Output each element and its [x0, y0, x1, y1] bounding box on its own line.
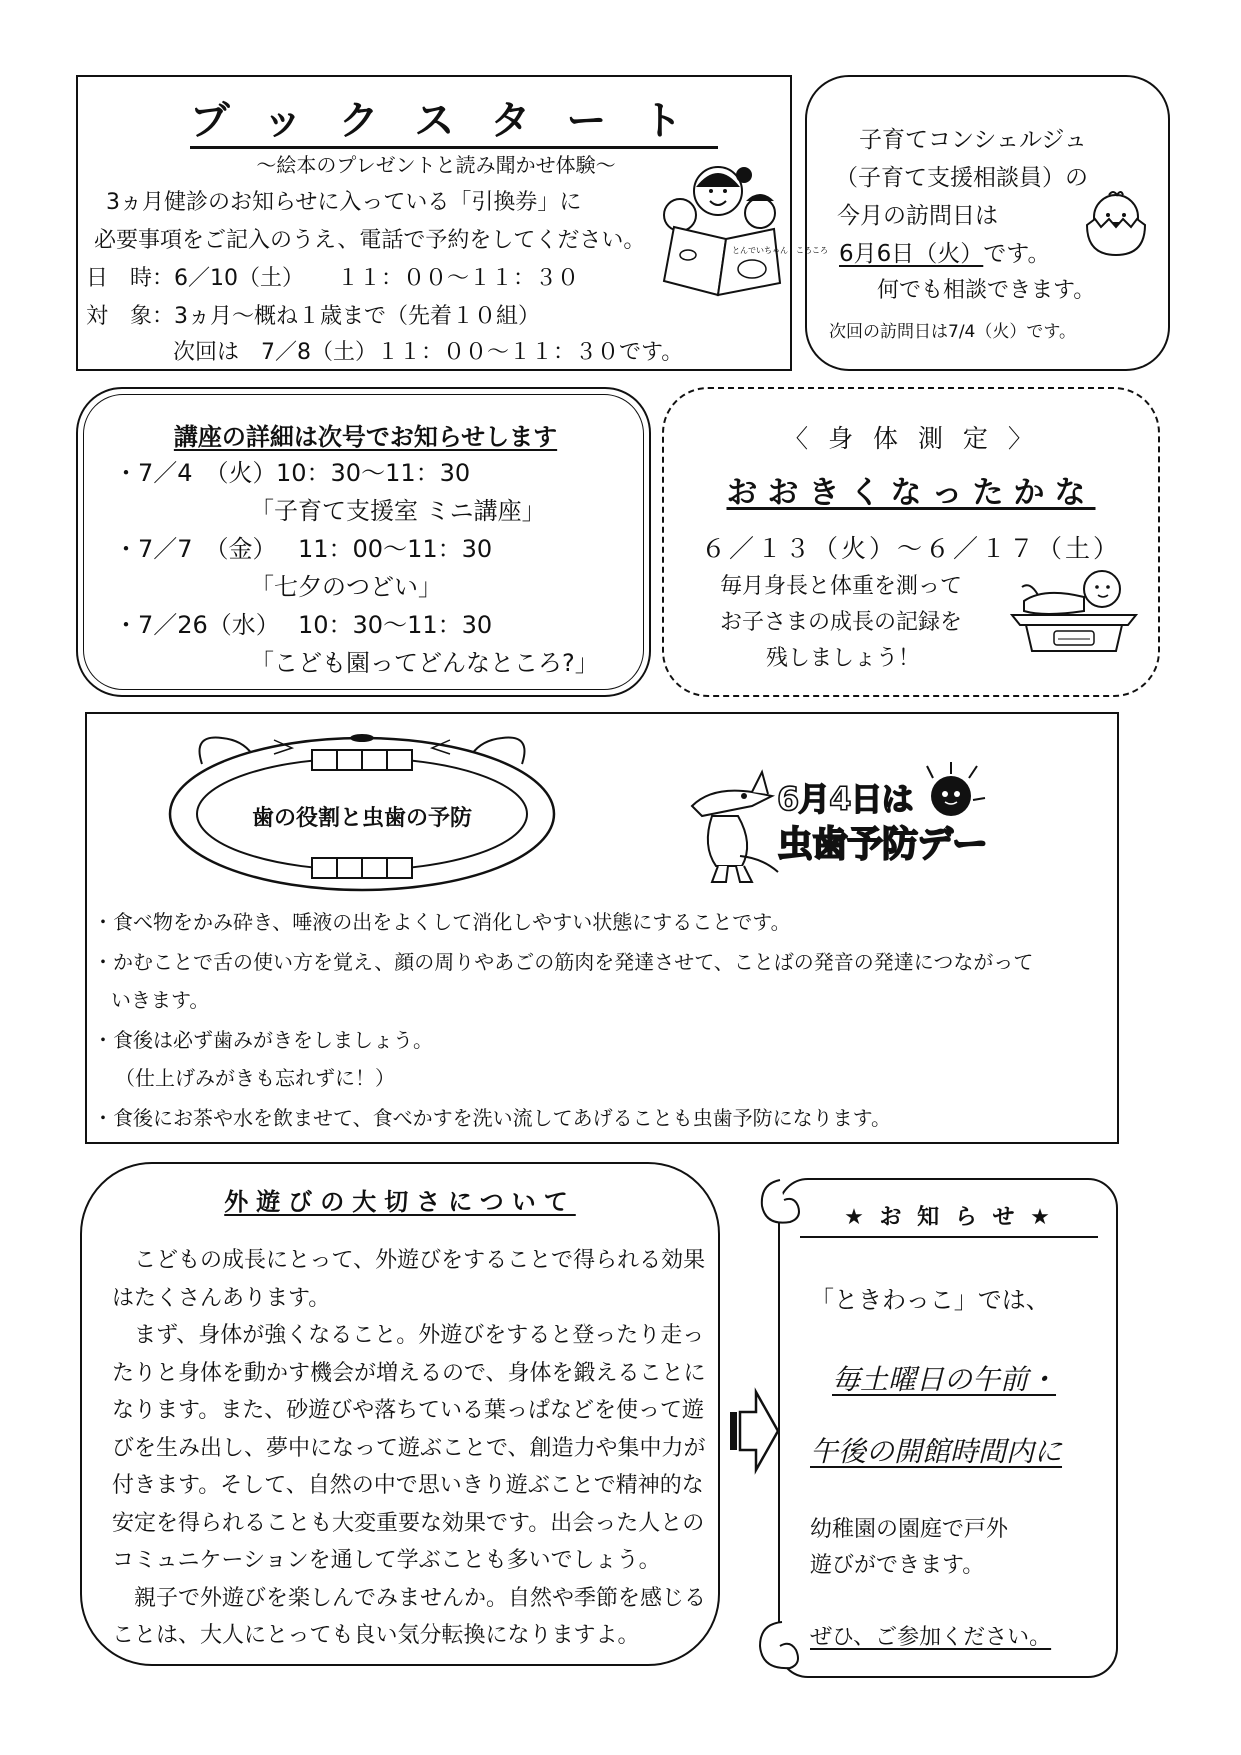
measurement-dates: ６／１３（火）～６／１７（土） [700, 534, 1121, 563]
notice-line1: 「ときわっこ」では、 [810, 1286, 1050, 1314]
measurement-line2: お子さまの成長の記録を [720, 610, 963, 635]
course-title: 講座の詳細は次号でお知らせします [173, 423, 558, 451]
measurement-line1: 毎月身長と体重を測って [720, 574, 963, 599]
course-item-3-date: ・7／26（水） [114, 611, 280, 639]
book-start-title: ブックスタート [78, 89, 794, 146]
notice-title: ★ お 知 ら せ ★ [844, 1205, 1054, 1230]
course-item-2-date: ・7／7 （金） [114, 535, 277, 563]
teeth-bullet-2-cont: いきます。 [111, 988, 210, 1012]
outdoor-line: 親子で外遊びを楽しんでみませんか。自然や季節を感じる [112, 1585, 707, 1611]
teeth-box [85, 712, 1119, 1144]
book-start-box [76, 75, 828, 371]
teeth-title: 歯の役割と虫歯の予防 [251, 806, 472, 831]
teeth-bullet-1: ・食べ物をかみ砕き、唾液の出をよくして消化しやすい状態にすることです。 [93, 910, 791, 934]
concierge-line2: （子育て支援相談員）の [835, 165, 1088, 191]
course-item-3-name: 「こども園ってどんなところ?」 [250, 649, 599, 677]
notice-scroll [778, 1178, 1118, 1678]
notice-emphasis-2: 午後の開館時間内に [810, 1435, 1063, 1468]
visit-date-suffix: です。 [983, 241, 1051, 267]
measurement-box [662, 387, 1160, 697]
tooth-day-badge-line2: 虫歯予防デー [777, 824, 988, 865]
date-label: 日 時： [86, 266, 175, 291]
arrow-right-icon [728, 1388, 780, 1474]
notice-line5: 遊びができます。 [810, 1553, 985, 1578]
concierge-line3: 今月の訪問日は [837, 203, 998, 229]
notice-emphasis-1: 毎土曜日の午前・ [832, 1363, 1057, 1396]
book-start-target [86, 299, 540, 330]
outdoor-body [112, 1242, 712, 1655]
baby-scale-icon [1004, 567, 1144, 657]
course-item-2-time: 11：00～11：30 [298, 535, 493, 563]
chick-icon [1079, 189, 1153, 259]
concierge-box [805, 75, 1170, 371]
book-start-line1: 3ヵ月健診のお知らせに入っている「引換券」に [106, 190, 582, 215]
outdoor-line: ことは、大人にとっても良い気分転換になりますよ。 [112, 1623, 640, 1648]
outdoor-title: 外遊びの大切さについて [224, 1188, 576, 1216]
outdoor-line: コミュニケーションを通して学ぶことも多いでしょう。 [112, 1548, 661, 1573]
outdoor-line: なります。また、砂遊びや落ちている葉っぱなどを使って遊 [112, 1398, 705, 1423]
outdoor-line: まず、身体が強くなること。外遊びをすると登ったり走っ [112, 1323, 705, 1348]
outdoor-line: はたくさんあります。 [112, 1285, 331, 1311]
measurement-heading: 〈 身 体 測 定 〉 [783, 424, 1039, 453]
course-item-1-time: 10：30～11：30 [276, 459, 471, 487]
book-start-date [86, 261, 579, 292]
course-box [76, 387, 651, 697]
book-start-subtitle: ～絵本のプレゼントと読み聞かせ体験～ [256, 153, 616, 177]
concierge-line1: 子育てコンシェルジュ [859, 127, 1087, 153]
teeth-bullet-3-cont: （仕上げみがきも忘れずに！） [115, 1066, 395, 1090]
measurement-title: おおきくなったかな [726, 475, 1096, 511]
book-cover-text: とんでいちゃん ころころ [732, 246, 828, 255]
outdoor-play-box [80, 1162, 720, 1666]
course-item-2-name: 「七夕のつどい」 [250, 573, 442, 601]
concierge-next: 次回の訪問日は7/4（火）です。 [829, 322, 1076, 342]
teeth-bullet-2: ・かむことで舌の使い方を覚え、顔の周りやあごの筋肉を発達させて、ことばの発音の発達につながって [93, 950, 1034, 974]
crocodile-mascot-icon [682, 766, 782, 886]
book-start-line2: 必要事項をご記入のうえ、電話で予約をしてください。 [94, 228, 646, 253]
date-value: 6／10（土） １１：００～１１：３０ [174, 266, 580, 291]
target-label: 対 象： [86, 304, 175, 329]
concierge-date-line [839, 235, 1050, 268]
book-start-next: 次回は 7／8（土）１１：００～１１：３０です。 [173, 340, 684, 365]
measurement-line3: 残しましょう！ [766, 646, 921, 671]
tooth-day-badge-line1: 6月4日は [777, 780, 913, 818]
outdoor-line: こどもの成長にとって、外遊びをすることで得られる効果 [112, 1248, 706, 1273]
outdoor-line: たりと身体を動かす機会が増えるので、身体を鍛えることに [112, 1360, 706, 1386]
course-item-1-date: ・7／4 （火） [114, 459, 277, 487]
course-item-1-name: 「子育て支援室 ミニ講座」 [250, 497, 546, 525]
concierge-line5: 何でも相談できます。 [877, 278, 1096, 303]
target-value: 3ヵ月～概ね１歳まで（先着１０組） [174, 304, 541, 329]
visit-date: 6月6日（火） [839, 241, 984, 267]
outdoor-line: 安定を得られることも大変重要な効果です。出会った人との [112, 1510, 705, 1536]
notice-line4: 幼稚園の園庭で戸外 [810, 1517, 1009, 1542]
teeth-bullet-3: ・食後は必ず歯みがきをしましょう。 [93, 1028, 433, 1052]
mother-reading-illustration [656, 157, 828, 297]
course-item-3-time: 10：30～11：30 [298, 611, 493, 639]
outdoor-line: びを生み出し、夢中になって遊ぶことで、創造力や集中力が [112, 1435, 706, 1461]
notice-line6: ぜひ、ご参加ください。 [810, 1625, 1052, 1650]
outdoor-line: 付きます。そして、自然の中で思いきり遊ぶことで精神的な [112, 1473, 704, 1498]
teeth-bullet-4: ・食後にお茶や水を飲ませて、食べかすを洗い流してあげることも虫歯予防になります。 [93, 1106, 891, 1130]
